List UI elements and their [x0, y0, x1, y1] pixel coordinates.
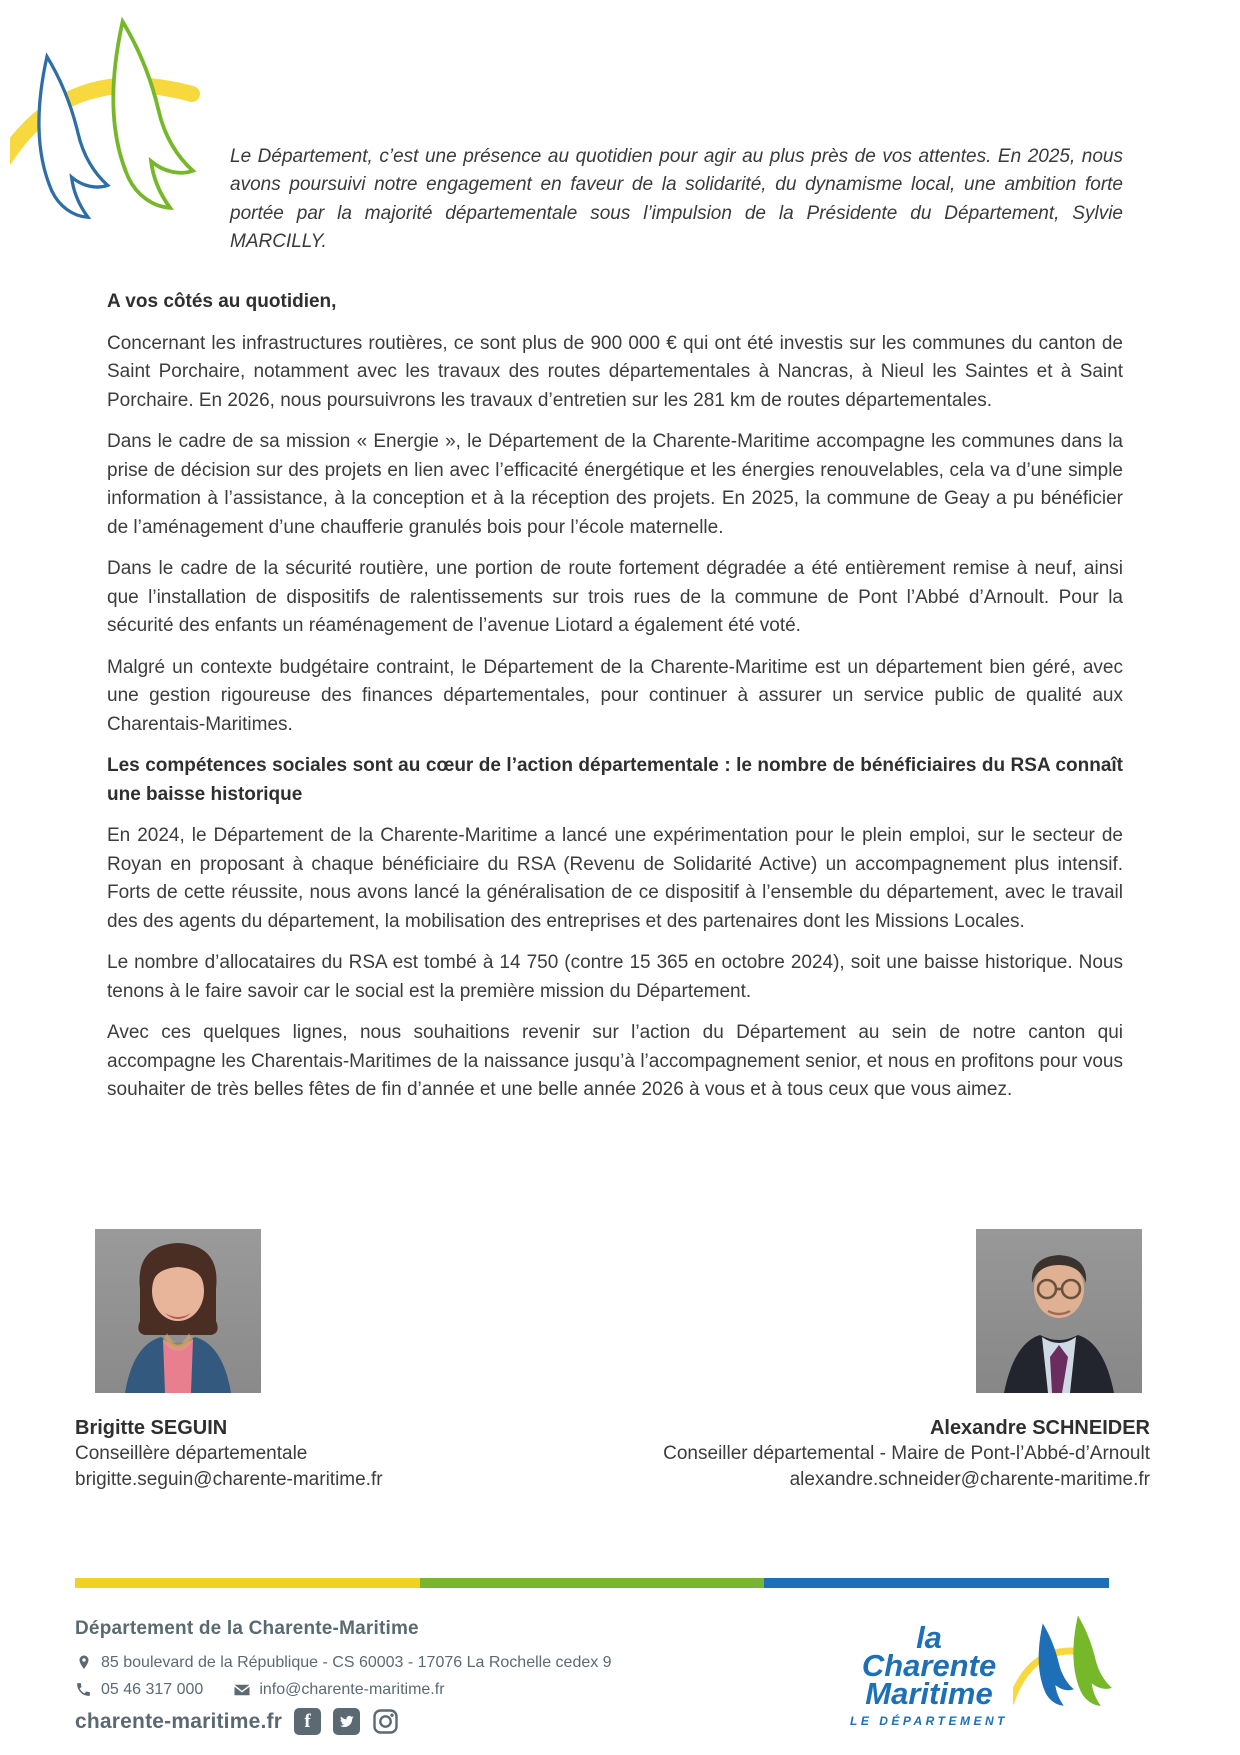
body-content — [107, 288, 1123, 1118]
signature-block-left — [75, 1229, 383, 1493]
facebook-icon[interactable]: f — [294, 1708, 321, 1735]
footer-email[interactable]: info@charente-maritime.fr — [259, 1681, 445, 1698]
person-name: Brigitte SEGUIN — [75, 1417, 228, 1439]
footer-color-bar — [75, 1578, 1109, 1588]
paragraph-energy: Dans le cadre de sa mission « Energie », le Département de la Charente-Maritime accompagne les communes dans la prise de décision sur des projets en lien avec l’efficacité énergétique et les énergies renouvelables, cela va d’une simple information à l’assistance, à la conception et à la réception des projets. En 2025, la commune de Geay a pu bénéficier de l’aménagement d’une chaufferie granulés bois pour l’école maternelle. — [107, 431, 1123, 538]
paragraph-roads: Concernant les infrastructures routières, ce sont plus de 900 000 € qui ont été investis sur les communes du canton de Saint Porchaire, notamment avec les travaux des routes départementales à Nancras, à Nieul les Saintes et à Saint Porchaire. En 2026, nous poursuivrons les travaux d’entretien sur les 281 km de routes départementales. — [107, 332, 1123, 411]
logo-line2: Maritime — [865, 1676, 993, 1711]
paragraph-rsa-experiment: En 2024, le Département de la Charente-Maritime a lancé une expérimentation pour le plein emploi, sur le secteur de Royan en proposant à chaque bénéficiaire du RSA (Revenu de Solidarité Active) un accompagnement plus intensif. Forts de cette réussite, nous avons lancé la généralisation de ce dispositif à l’ensemble du département, avec le travail des des agents du département, la mobilisation des entreprises et des partenaires dont les Missions Locales. — [107, 825, 1123, 932]
charente-maritime-birds-logo — [10, 8, 205, 228]
departement-logo — [845, 1610, 1117, 1728]
location-pin-icon — [75, 1654, 93, 1672]
footer-contact-block — [75, 1618, 775, 1735]
section-heading-rsa: Les compétences sociales sont au cœur de l’action départementale : le nombre de bénéficiaires du RSA connaît une baisse historique — [107, 755, 1123, 805]
paragraph-rsa-numbers: Le nombre d’allocataires du RSA est tombé à 14 750 (contre 15 365 en octobre 2024), soit une baisse historique. Nous tenons à le faire savoir car le social est la première mission du Département. — [107, 952, 1123, 1002]
portrait-brigitte-seguin — [95, 1229, 261, 1393]
footer-org-name: Département de la Charente-Maritime — [75, 1618, 419, 1639]
paragraph-road-safety: Dans le cadre de la sécurité routière, une portion de route fortement dégradée a été entièrement remise à neuf, ainsi que l’installation de dispositifs de ralentissements sur trois rues de la commune de Pont l’Abbé d’Arnoult. Pour la sécurité des enfants un réaménagement de l’avenue Liotard a également été voté. — [107, 558, 1123, 636]
phone-icon — [75, 1681, 93, 1699]
twitter-icon[interactable] — [333, 1708, 360, 1735]
person-email[interactable]: brigitte.seguin@charente-maritime.fr — [75, 1469, 383, 1490]
logo-line3: LE DÉPARTEMENT — [850, 1714, 1008, 1728]
portrait-alexandre-schneider — [976, 1229, 1142, 1393]
bar-green-segment — [420, 1578, 765, 1588]
footer-phone: 05 46 317 000 — [101, 1681, 204, 1698]
footer-website-row — [75, 1708, 775, 1735]
two-birds-sun-icon — [10, 8, 205, 228]
two-birds-sun-small-icon — [1013, 1610, 1117, 1708]
paragraph-budget: Malgré un contexte budgétaire contraint, le Département de la Charente-Maritime est un département bien géré, avec une gestion rigoureuse des finances départementales, pour continuer à assurer un service public de qualité aux Charentais-Maritimes. — [107, 656, 1123, 735]
intro-paragraph: Le Département, c’est une présence au quotidien pour agir au plus près de vos attentes. En 2025, nous avons poursuivi notre engagement en faveur de la solidarité, du dynamisme local, une ambition forte portée par la majorité départementale sous l’impulsion de la Présidente du Département, Sylvie MARCILLY. — [230, 146, 1123, 253]
instagram-icon[interactable] — [372, 1708, 399, 1735]
person-name: Alexandre SCHNEIDER — [929, 1417, 1150, 1439]
person-role: Conseillère départementale — [75, 1443, 308, 1464]
envelope-icon — [233, 1681, 251, 1699]
section-heading-daily: A vos côtés au quotidien, — [107, 291, 337, 312]
departement-logo-text — [845, 1610, 1013, 1728]
person-email[interactable]: alexandre.schneider@charente-maritime.fr — [789, 1469, 1150, 1490]
signature-left — [75, 1415, 383, 1493]
paragraph-closing: Avec ces quelques lignes, nous souhaitions revenir sur l’action du Département au sein de notre canton qui accompagne les Charentais-Maritimes de la naissance jusqu’à l’accompagnement senior, et nous en profitons pour vous souhaiter de très belles fêtes de fin d’année et une belle année 2026 à vous et à tous ceux que vous aimez. — [107, 1022, 1123, 1100]
bar-blue-segment — [764, 1578, 1109, 1588]
signature-right — [663, 1415, 1150, 1493]
footer-phone-email-row — [75, 1681, 775, 1699]
signature-block-right — [663, 1229, 1150, 1493]
person-role: Conseiller départemental - Maire de Pont-l’Abbé-d’Arnoult — [663, 1443, 1150, 1464]
logo-line1: la Charente — [861, 1620, 997, 1683]
footer-address-row — [75, 1654, 775, 1672]
footer-website[interactable]: charente-maritime.fr — [75, 1709, 283, 1733]
bar-yellow-segment — [75, 1578, 420, 1588]
footer-address: 85 boulevard de la République - CS 60003 - 17076 La Rochelle cedex 9 — [101, 1654, 612, 1671]
signatures-section — [75, 1229, 1150, 1493]
